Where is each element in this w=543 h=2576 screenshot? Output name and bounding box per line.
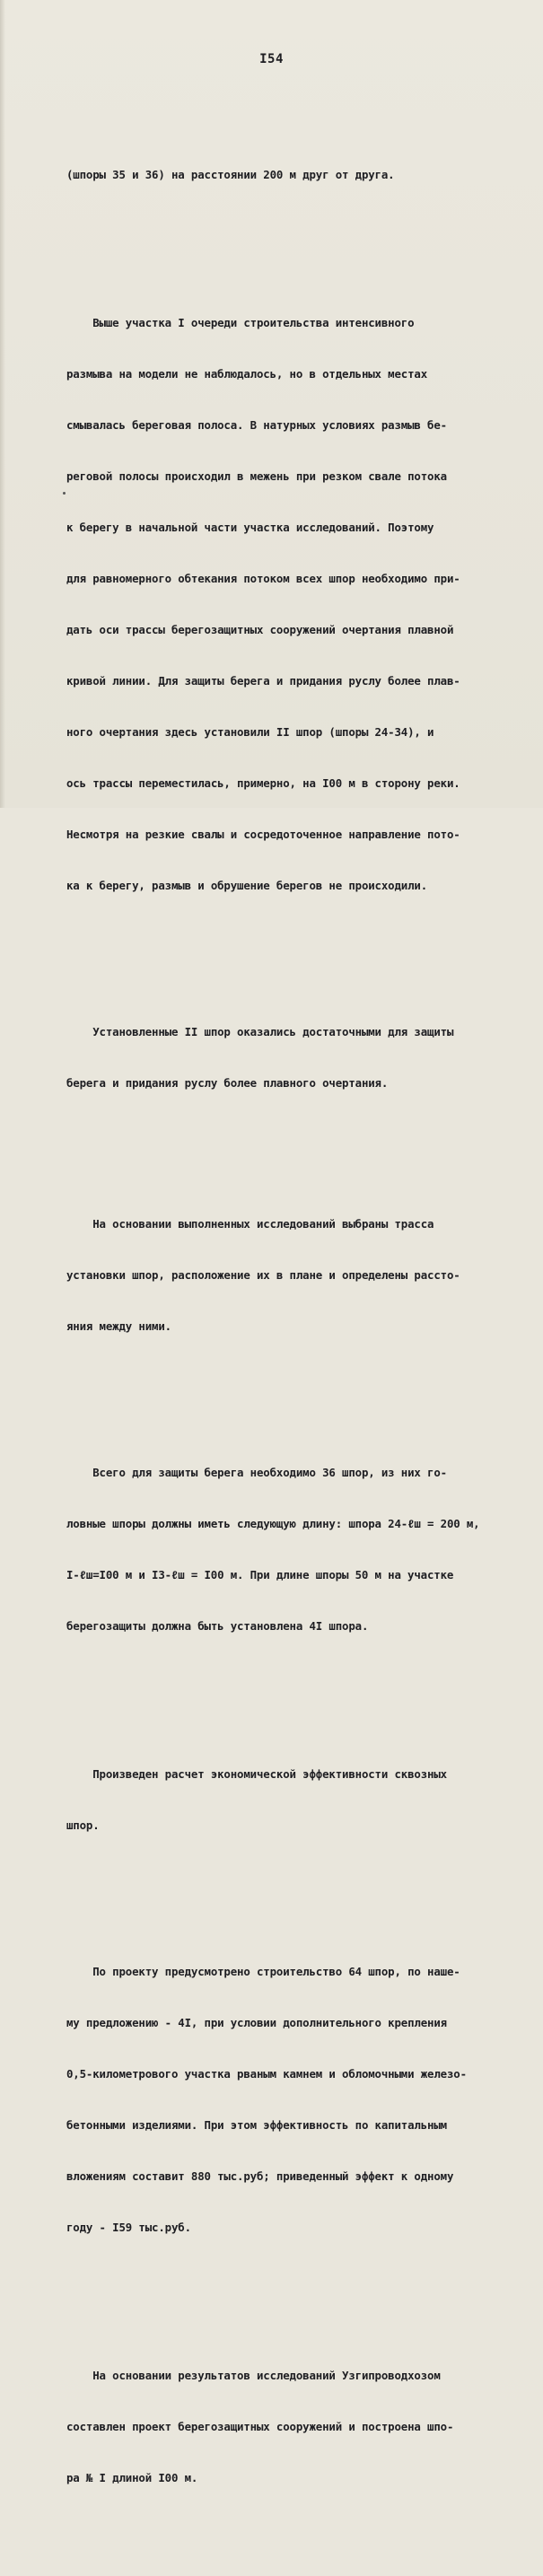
text-line: году - I59 тыс.руб.: [66, 2221, 191, 2234]
text-line: ловные шпоры должны иметь следующую длину: шпора 24-ℓш = 200 м,: [66, 1517, 480, 1530]
text-line: кривой линии. Для защиты берега и придания руслу более плав-: [66, 674, 460, 688]
text-line: Несмотря на резкие свалы и сосредоточенное направление пото-: [66, 828, 460, 841]
text-line: На основании выполненных исследований выбраны трасса: [66, 1217, 434, 1231]
text-line: бетонными изделиями. При этом эффективность по капитальным: [66, 2118, 447, 2132]
ink-mark: [63, 492, 66, 495]
text-line: ось трассы переместилась, примерно, на I00 м в сторону реки.: [66, 776, 460, 790]
text-line: ра № I длиной I00 м.: [66, 2471, 198, 2484]
paragraph-3: [66, 989, 515, 1126]
text-line: смывалась береговая полоса. В натурных условиях размыв бе-: [66, 418, 447, 432]
text-line: для равномерного обтекания потоком всех шпор необходимо при-: [66, 572, 460, 585]
text-line: му предложению - 4I, при условии дополнительного крепления: [66, 2016, 447, 2029]
text-line: вложениям составит 880 тыс.руб; приведенный эффект к одному: [66, 2169, 454, 2183]
text-line: (шпоры 35 и 36) на расстоянии 200 м друг от друга.: [66, 168, 395, 181]
text-line: составлен проект берегозащитных сооружений и построена шпо-: [66, 2420, 454, 2433]
text-line: яния между ними.: [66, 1319, 171, 1333]
paragraph-4: [66, 1181, 515, 1369]
text-line: Выше участка I очереди строительства интенсивного: [66, 316, 415, 329]
text-line: ного очертания здесь установили II шпор (шпоры 24-34), и: [66, 725, 434, 739]
text-line: к берегу в начальной части участка исследований. Поэтому: [66, 521, 434, 534]
paragraph-7: [66, 1929, 515, 2270]
text-line: На основании результатов исследований Узгипроводхозом: [66, 2369, 441, 2382]
text-line: берегозащиты должна быть установлена 4I шпора.: [66, 1619, 369, 1633]
text-line: берега и придания руслу более плавного очертания.: [66, 1076, 389, 1090]
page-number: I54: [259, 52, 284, 66]
scan-edge-shadow: [0, 0, 5, 808]
text-line: I-ℓш=I00 м и I3-ℓш = I00 м. При длине шпоры 50 м на участке: [66, 1568, 454, 1582]
paragraph-8: [66, 2333, 515, 2520]
text-line: Установленные II шпор оказались достаточными для защиты: [66, 1025, 454, 1038]
text-line: шпор.: [66, 1818, 100, 1832]
text-line: размыва на модели не наблюдалось, но в отдельных местах: [66, 367, 428, 381]
text-line: Произведен расчет экономической эффективности сквозных: [66, 1767, 447, 1781]
text-line: ка к берегу, размыв и обрушение берегов не происходили.: [66, 879, 428, 892]
paragraph-5: [66, 1430, 515, 1669]
text-line: установки шпор, расположение их в плане и определены рассто-: [66, 1268, 460, 1282]
paragraph-1: [66, 132, 515, 217]
text-line: Всего для защиты берега необходимо 36 шпор, из них го-: [66, 1466, 447, 1479]
body-text: [66, 81, 515, 2576]
paragraph-6: [66, 1731, 515, 1868]
text-line: 0,5-километрового участка рваным камнем и обломочными железо-: [66, 2067, 467, 2081]
text-line: По проекту предусмотрено строительство 64 шпор, по наше-: [66, 1965, 460, 1978]
text-line: реговой полосы происходил в межень при резком свале потока: [66, 469, 447, 483]
paragraph-2: [66, 280, 515, 928]
text-line: дать оси трассы берегозащитных сооружений очертания плавной: [66, 623, 454, 636]
